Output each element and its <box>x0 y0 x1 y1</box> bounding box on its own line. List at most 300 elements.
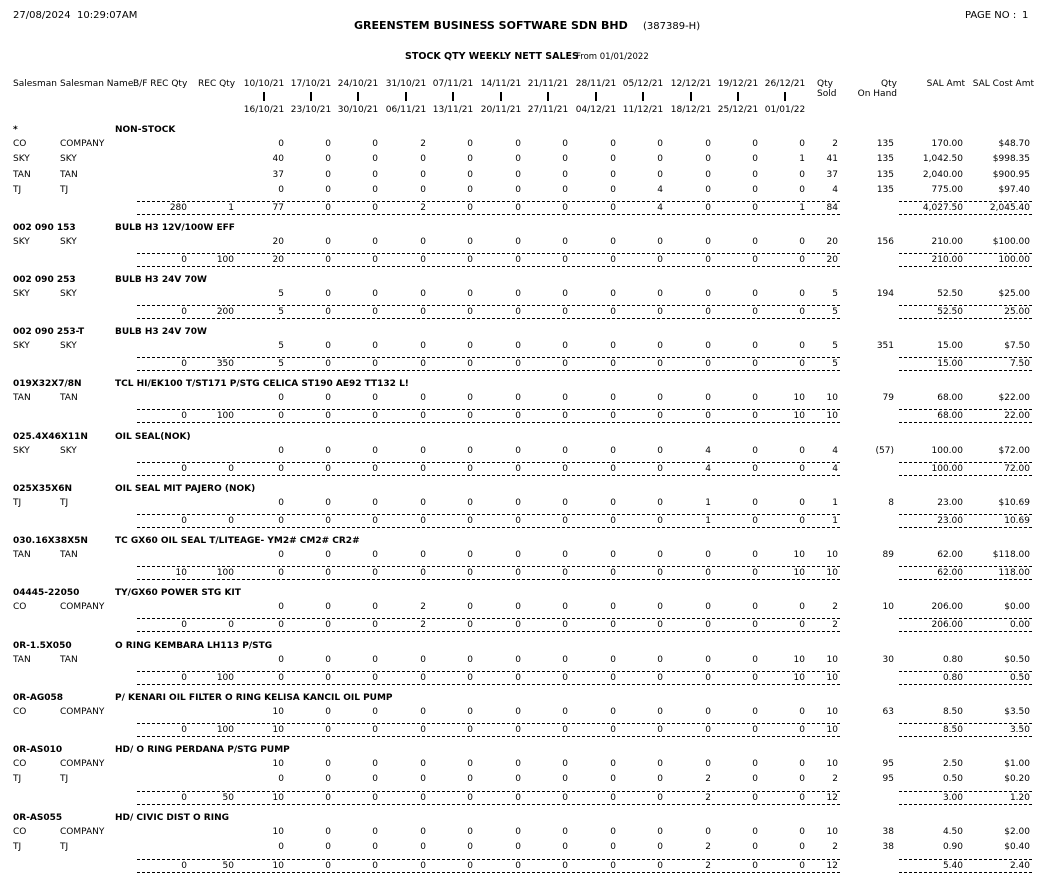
total-qty-sold: 5 <box>832 307 838 318</box>
week-qty: 0 <box>515 655 521 665</box>
week-qty: 0 <box>467 341 473 351</box>
total-rec-qty: 0 <box>228 464 234 475</box>
salesman-name: COMPANY <box>60 602 105 612</box>
total-week-qty: 0 <box>799 792 805 803</box>
week-qty: 0 <box>657 341 663 351</box>
subtotal-bottom-rule <box>137 214 840 215</box>
sal-cost-amt: $22.00 <box>998 393 1030 403</box>
week-qty: 0 <box>515 707 521 717</box>
stock-description: TC GX60 OIL SEAL T/LITEAGE- YM2# CM2# CR2# <box>115 536 360 546</box>
total-week-qty: 0 <box>657 516 663 527</box>
subtotal-top-rule <box>899 566 1032 567</box>
salesman-name: TJ <box>60 498 69 508</box>
total-bf-rec-qty: 0 <box>181 860 187 871</box>
salesman-code: TAN <box>13 550 31 560</box>
qty-sold: 1 <box>832 498 838 508</box>
week-qty: 0 <box>657 154 663 165</box>
stock-code: 030.16X38X5N <box>13 536 88 546</box>
qty-on-hand: 79 <box>882 393 894 403</box>
total-week-qty: 0 <box>799 516 805 527</box>
col-week-12-marker <box>784 92 786 101</box>
total-sal-cost-amt: 0.50 <box>1009 673 1030 684</box>
week-qty: 0 <box>705 759 711 769</box>
total-week-qty: 0 <box>325 411 331 422</box>
total-week-qty: 0 <box>372 792 378 803</box>
col-week-2-from: 17/10/21 <box>290 79 332 89</box>
week-qty: 0 <box>562 169 568 180</box>
total-week-qty: 0 <box>515 792 521 803</box>
col-week-2-to: 23/10/21 <box>290 105 332 115</box>
week-qty: 0 <box>420 498 426 508</box>
salesman-name: COMPANY <box>60 759 105 769</box>
salesman-code: TAN <box>13 393 31 403</box>
stock-description: BULB H3 24V 70W <box>115 327 207 337</box>
week-qty: 0 <box>657 498 663 508</box>
col-week-1-marker <box>263 92 265 101</box>
week-qty: 0 <box>420 184 426 195</box>
subtotal-bottom-rule <box>137 475 840 476</box>
week-qty: 0 <box>610 774 616 785</box>
week-qty: 0 <box>657 759 663 769</box>
col-week-8-from: 28/11/21 <box>575 79 617 89</box>
week-qty: 0 <box>325 237 331 247</box>
week-qty: 0 <box>610 842 616 853</box>
week-qty: 0 <box>657 139 663 149</box>
week-qty: 0 <box>752 498 758 508</box>
subtotal-top-rule <box>137 201 840 202</box>
subtotal-top-rule <box>899 723 1032 724</box>
total-week-qty: 0 <box>610 464 616 475</box>
week-qty: 0 <box>705 393 711 403</box>
total-qty-sold: 84 <box>826 203 838 214</box>
total-week-qty: 10 <box>793 673 805 684</box>
total-week-qty: 0 <box>515 464 521 475</box>
total-week-qty: 0 <box>610 255 616 266</box>
subtotal-bottom-rule <box>899 475 1032 476</box>
sal-amt: 0.90 <box>942 842 963 853</box>
total-week-qty: 0 <box>278 516 284 527</box>
salesman-name: SKY <box>60 237 77 247</box>
week-qty: 0 <box>278 393 284 403</box>
week-qty: 0 <box>372 289 378 299</box>
subtotal-bottom-rule <box>137 684 840 685</box>
report-date: 27/08/2024 <box>13 10 71 21</box>
stock-description: P/ KENARI OIL FILTER O RING KELISA KANCIL OIL PUMP <box>115 693 393 703</box>
qty-sold: 10 <box>826 655 838 665</box>
total-week-qty: 0 <box>515 673 521 684</box>
week-qty: 0 <box>752 707 758 717</box>
total-week-qty: 0 <box>657 673 663 684</box>
total-week-qty: 0 <box>372 568 378 579</box>
col-salesman-name: Salesman Name <box>60 79 134 89</box>
week-qty: 0 <box>657 774 663 785</box>
salesman-code: CO <box>13 707 27 717</box>
week-qty: 0 <box>562 707 568 717</box>
subtotal-top-rule <box>137 671 840 672</box>
sal-amt: 0.50 <box>942 774 963 785</box>
sal-cost-amt: $48.70 <box>998 139 1030 149</box>
total-week-qty: 0 <box>515 725 521 736</box>
total-week-qty: 0 <box>610 203 616 214</box>
week-qty: 0 <box>325 602 331 612</box>
sal-amt: 100.00 <box>931 446 963 456</box>
week-qty: 0 <box>325 289 331 299</box>
week-qty: 0 <box>562 774 568 785</box>
total-week-qty: 0 <box>799 307 805 318</box>
subtotal-bottom-rule <box>899 370 1032 371</box>
col-week-7-marker <box>547 92 549 101</box>
week-qty: 0 <box>515 759 521 769</box>
sal-amt: 775.00 <box>931 184 963 195</box>
salesman-name: SKY <box>60 154 77 165</box>
total-week-qty: 0 <box>562 860 568 871</box>
stock-code: 0R-AS010 <box>13 745 63 755</box>
week-qty: 0 <box>467 602 473 612</box>
total-week-qty: 0 <box>372 411 378 422</box>
week-qty: 0 <box>799 707 805 717</box>
week-qty: 0 <box>610 237 616 247</box>
week-qty: 0 <box>562 602 568 612</box>
total-week-qty: 0 <box>467 464 473 475</box>
col-week-10-from: 12/12/21 <box>670 79 712 89</box>
total-sal-amt: 210.00 <box>931 255 963 266</box>
subtotal-bottom-rule <box>137 527 840 528</box>
week-qty: 0 <box>562 498 568 508</box>
week-qty: 0 <box>705 707 711 717</box>
subtotal-top-rule <box>899 791 1032 792</box>
salesman-name: TAN <box>60 169 78 180</box>
salesman-code: SKY <box>13 446 30 456</box>
qty-sold: 10 <box>826 393 838 403</box>
subtotal-bottom-rule <box>137 872 840 873</box>
col-week-1-to: 16/10/21 <box>243 105 285 115</box>
qty-sold: 5 <box>832 289 838 299</box>
qty-on-hand: 135 <box>876 154 894 165</box>
week-qty: 0 <box>515 184 521 195</box>
col-week-3-to: 30/10/21 <box>337 105 379 115</box>
sal-cost-amt: $900.95 <box>992 169 1030 180</box>
sal-cost-amt: $25.00 <box>998 289 1030 299</box>
week-qty: 0 <box>325 655 331 665</box>
week-qty: 0 <box>372 237 378 247</box>
week-qty: 0 <box>372 842 378 853</box>
week-qty: 0 <box>467 154 473 165</box>
total-week-qty: 0 <box>752 792 758 803</box>
total-qty-sold: 4 <box>832 464 838 475</box>
total-week-qty: 0 <box>705 307 711 318</box>
week-qty: 0 <box>752 237 758 247</box>
col-week-11-from: 19/12/21 <box>717 79 759 89</box>
week-qty: 0 <box>467 169 473 180</box>
col-qty-sold-line2: Sold <box>817 89 837 99</box>
week-qty: 0 <box>515 139 521 149</box>
total-week-qty: 0 <box>752 411 758 422</box>
qty-on-hand: 95 <box>882 774 894 785</box>
sal-cost-amt: $72.00 <box>998 446 1030 456</box>
week-qty: 0 <box>610 602 616 612</box>
week-qty: 0 <box>325 842 331 853</box>
stock-description: OIL SEAL MIT PAJERO (NOK) <box>115 484 256 494</box>
col-week-3-marker <box>357 92 359 101</box>
total-week-qty: 0 <box>752 725 758 736</box>
sal-amt: 206.00 <box>931 602 963 612</box>
sal-amt: 68.00 <box>937 393 963 403</box>
total-week-qty: 0 <box>467 411 473 422</box>
total-week-qty: 2 <box>705 792 711 803</box>
total-week-qty: 0 <box>420 255 426 266</box>
sal-cost-amt: $0.20 <box>1004 774 1030 785</box>
total-sal-cost-amt: 1.20 <box>1009 792 1030 803</box>
week-qty: 0 <box>467 827 473 837</box>
week-qty: 0 <box>515 237 521 247</box>
stock-code: 0R-1.5X050 <box>13 641 72 651</box>
col-week-5-marker <box>452 92 454 101</box>
total-week-qty: 0 <box>657 255 663 266</box>
week-qty: 0 <box>799 341 805 351</box>
sal-amt: 23.00 <box>937 498 963 508</box>
qty-on-hand: 8 <box>888 498 894 508</box>
week-qty: 0 <box>515 393 521 403</box>
subtotal-bottom-rule <box>137 370 840 371</box>
week-qty: 0 <box>372 759 378 769</box>
total-week-qty: 0 <box>467 359 473 370</box>
week-qty: 0 <box>325 550 331 560</box>
total-sal-cost-amt: 22.00 <box>1004 411 1030 422</box>
week-qty: 0 <box>562 446 568 456</box>
sal-cost-amt: $7.50 <box>1004 341 1030 351</box>
salesman-name: SKY <box>60 446 77 456</box>
stock-description: O RING KEMBARA LH113 P/STG <box>115 641 273 651</box>
total-week-qty: 0 <box>420 860 426 871</box>
total-rec-qty: 100 <box>216 255 234 266</box>
week-qty: 0 <box>610 827 616 837</box>
subtotal-top-rule <box>137 723 840 724</box>
col-week-6-marker <box>500 92 502 101</box>
total-week-qty: 0 <box>325 725 331 736</box>
total-week-qty: 77 <box>272 203 284 214</box>
week-qty: 0 <box>562 289 568 299</box>
total-week-qty: 0 <box>752 255 758 266</box>
sal-cost-amt: $2.00 <box>1004 827 1030 837</box>
qty-sold: 10 <box>826 759 838 769</box>
week-qty: 0 <box>657 707 663 717</box>
week-qty: 0 <box>610 707 616 717</box>
week-qty: 0 <box>657 289 663 299</box>
total-week-qty: 0 <box>752 620 758 631</box>
total-qty-sold: 20 <box>826 255 838 266</box>
subtotal-top-rule <box>899 253 1032 254</box>
week-qty: 0 <box>467 759 473 769</box>
total-week-qty: 0 <box>278 673 284 684</box>
week-qty: 0 <box>705 289 711 299</box>
week-qty: 0 <box>420 154 426 165</box>
total-week-qty: 0 <box>325 203 331 214</box>
total-week-qty: 0 <box>325 673 331 684</box>
stock-code: 019X32X7/8N <box>13 379 82 389</box>
stock-code: 002 090 253 <box>13 275 76 285</box>
total-week-qty: 0 <box>278 620 284 631</box>
qty-on-hand: 10 <box>882 602 894 612</box>
week-qty: 0 <box>325 827 331 837</box>
col-week-10-to: 18/12/21 <box>670 105 712 115</box>
qty-on-hand: 194 <box>876 289 894 299</box>
total-week-qty: 0 <box>515 411 521 422</box>
total-sal-amt: 62.00 <box>937 568 963 579</box>
week-qty: 0 <box>278 774 284 785</box>
total-bf-rec-qty: 280 <box>169 203 187 214</box>
total-qty-sold: 1 <box>832 516 838 527</box>
sal-amt: 52.50 <box>937 289 963 299</box>
week-qty: 2 <box>705 774 711 785</box>
week-qty: 0 <box>799 169 805 180</box>
week-qty: 0 <box>752 289 758 299</box>
total-week-qty: 0 <box>467 673 473 684</box>
col-week-12-to: 01/01/22 <box>764 105 806 115</box>
sal-cost-amt: $998.35 <box>992 154 1030 165</box>
subtotal-top-rule <box>137 409 840 410</box>
week-qty: 0 <box>752 341 758 351</box>
week-qty: 1 <box>799 154 805 165</box>
total-week-qty: 0 <box>278 411 284 422</box>
total-sal-amt: 52.50 <box>937 307 963 318</box>
week-qty: 0 <box>657 655 663 665</box>
total-week-qty: 0 <box>325 255 331 266</box>
salesman-code: SKY <box>13 154 30 165</box>
week-qty: 0 <box>562 393 568 403</box>
total-week-qty: 5 <box>278 307 284 318</box>
week-qty: 0 <box>278 550 284 560</box>
week-qty: 0 <box>325 169 331 180</box>
total-sal-amt: 206.00 <box>931 620 963 631</box>
salesman-code: SKY <box>13 289 30 299</box>
total-week-qty: 0 <box>610 792 616 803</box>
total-week-qty: 0 <box>325 464 331 475</box>
week-qty: 0 <box>610 550 616 560</box>
week-qty: 10 <box>272 759 284 769</box>
salesman-name: COMPANY <box>60 139 105 149</box>
total-rec-qty: 100 <box>216 411 234 422</box>
stock-code: 002 090 153 <box>13 223 76 233</box>
total-week-qty: 0 <box>657 359 663 370</box>
week-qty: 40 <box>272 154 284 165</box>
total-week-qty: 0 <box>372 359 378 370</box>
total-rec-qty: 0 <box>228 620 234 631</box>
total-week-qty: 0 <box>325 568 331 579</box>
qty-on-hand: 156 <box>876 237 894 247</box>
total-week-qty: 0 <box>562 307 568 318</box>
total-week-qty: 0 <box>610 673 616 684</box>
stock-code: 0R-AG058 <box>13 693 64 703</box>
qty-on-hand: 95 <box>882 759 894 769</box>
sal-amt: 15.00 <box>937 341 963 351</box>
total-sal-amt: 23.00 <box>937 516 963 527</box>
total-week-qty: 10 <box>793 411 805 422</box>
salesman-name: COMPANY <box>60 827 105 837</box>
week-qty: 0 <box>799 446 805 456</box>
col-week-5-from: 07/11/21 <box>432 79 474 89</box>
salesman-code: TAN <box>13 169 31 180</box>
total-week-qty: 0 <box>372 464 378 475</box>
sal-amt: 2,040.00 <box>922 169 963 180</box>
subtotal-bottom-rule <box>899 684 1032 685</box>
qty-sold: 10 <box>826 707 838 717</box>
total-rec-qty: 100 <box>216 725 234 736</box>
total-week-qty: 0 <box>752 673 758 684</box>
total-week-qty: 0 <box>372 673 378 684</box>
col-week-8-marker <box>595 92 597 101</box>
salesman-code: SKY <box>13 237 30 247</box>
total-rec-qty: 0 <box>228 516 234 527</box>
week-qty: 0 <box>752 169 758 180</box>
total-week-qty: 0 <box>610 725 616 736</box>
total-week-qty: 0 <box>420 673 426 684</box>
subtotal-top-rule <box>137 462 840 463</box>
week-qty: 0 <box>515 774 521 785</box>
total-week-qty: 0 <box>752 516 758 527</box>
total-week-qty: 0 <box>372 620 378 631</box>
col-week-10-marker <box>690 92 692 101</box>
salesman-code: TJ <box>13 498 22 508</box>
total-week-qty: 0 <box>705 359 711 370</box>
stock-code: 002 090 253-T <box>13 327 85 337</box>
total-sal-cost-amt: 2,045.40 <box>989 203 1030 214</box>
week-qty: 0 <box>562 759 568 769</box>
week-qty: 0 <box>562 139 568 149</box>
week-qty: 0 <box>705 602 711 612</box>
subtotal-bottom-rule <box>899 214 1032 215</box>
week-qty: 0 <box>705 827 711 837</box>
subtotal-bottom-rule <box>137 266 840 267</box>
total-week-qty: 0 <box>515 359 521 370</box>
total-week-qty: 0 <box>799 620 805 631</box>
subtotal-bottom-rule <box>899 872 1032 873</box>
subtotal-top-rule <box>899 514 1032 515</box>
week-qty: 0 <box>515 289 521 299</box>
subtotal-bottom-rule <box>899 422 1032 423</box>
subtotal-top-rule <box>137 305 840 306</box>
total-week-qty: 0 <box>562 620 568 631</box>
total-week-qty: 0 <box>467 860 473 871</box>
subtotal-top-rule <box>899 201 1032 202</box>
salesman-name: SKY <box>60 289 77 299</box>
qty-sold: 5 <box>832 341 838 351</box>
company-name: GREENSTEM BUSINESS SOFTWARE SDN BHD <box>354 19 628 32</box>
col-week-1-from: 10/10/21 <box>243 79 285 89</box>
week-qty: 0 <box>325 774 331 785</box>
week-qty: 0 <box>278 184 284 195</box>
week-qty: 0 <box>467 393 473 403</box>
qty-on-hand: 89 <box>882 550 894 560</box>
total-sal-amt: 15.00 <box>937 359 963 370</box>
week-qty: 0 <box>372 446 378 456</box>
total-week-qty: 0 <box>562 792 568 803</box>
total-sal-cost-amt: 10.69 <box>1004 516 1030 527</box>
subtotal-bottom-rule <box>137 579 840 580</box>
total-week-qty: 0 <box>467 203 473 214</box>
qty-sold: 2 <box>832 842 838 853</box>
total-week-qty: 0 <box>562 255 568 266</box>
week-qty: 0 <box>752 602 758 612</box>
subtotal-top-rule <box>899 671 1032 672</box>
subtotal-bottom-rule <box>137 736 840 737</box>
total-qty-sold: 10 <box>826 411 838 422</box>
week-qty: 0 <box>278 498 284 508</box>
week-qty: 0 <box>420 169 426 180</box>
week-qty: 0 <box>420 550 426 560</box>
stock-description: HD/ CIVIC DIST O RING <box>115 813 229 823</box>
week-qty: 0 <box>752 550 758 560</box>
subtotal-top-rule <box>137 514 840 515</box>
